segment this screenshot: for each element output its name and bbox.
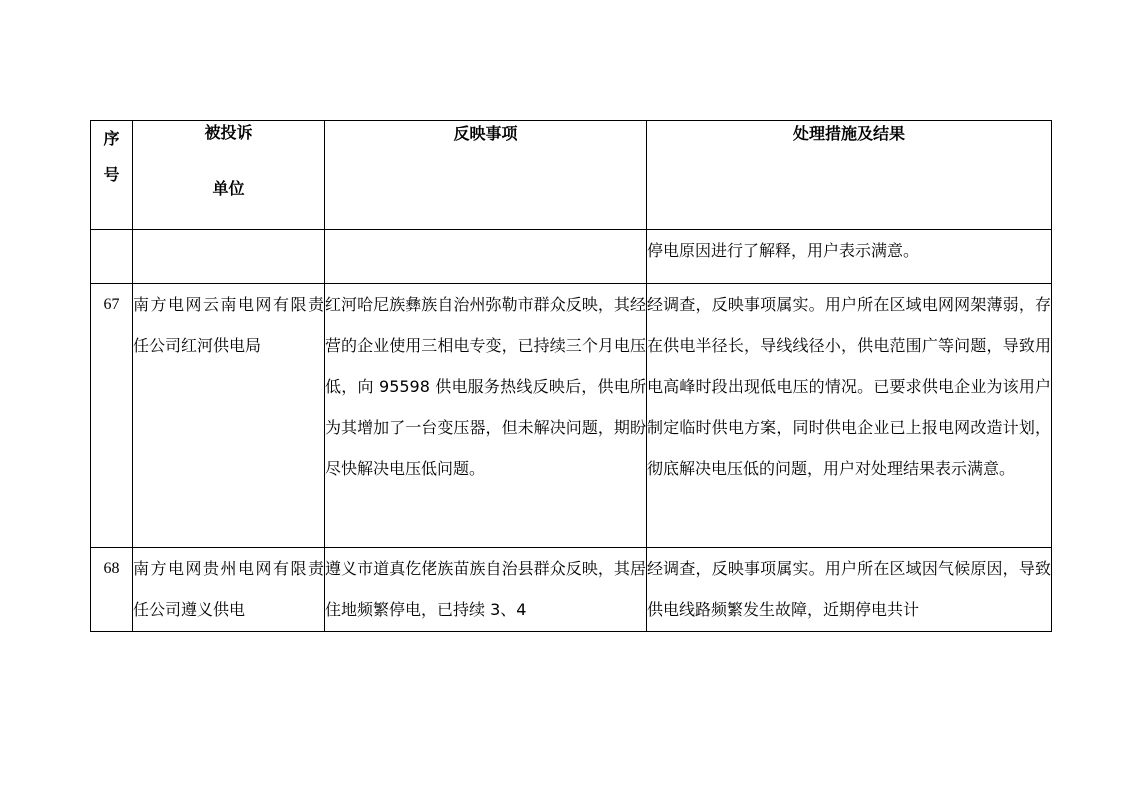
row-index: 68 xyxy=(91,548,133,632)
header-result: 处理措施及结果 xyxy=(647,121,1052,230)
row-unit: 南方电网贵州电网有限责任公司遵义供电 xyxy=(133,548,325,632)
header-index-line2: 号 xyxy=(103,165,120,184)
header-issue: 反映事项 xyxy=(325,121,647,230)
header-index xyxy=(91,121,133,230)
continuation-result-cell: 停电原因进行了解释，用户表示满意。 xyxy=(647,230,1052,284)
continuation-index-cell xyxy=(91,230,133,284)
row-issue: 红河哈尼族彝族自治州弥勒市群众反映，其经营的企业使用三相电专变，已持续三个月电压低，向 95598 供电服务热线反映后，供电所为其增加了一台变压器，但未解决问题，期盼尽快解决电压低问题。 xyxy=(325,284,647,548)
continuation-issue-cell xyxy=(325,230,647,284)
table-header-row xyxy=(91,121,1052,230)
row-unit: 南方电网云南电网有限责任公司红河供电局 xyxy=(133,284,325,548)
header-unit-line1: 被投诉 xyxy=(204,123,253,142)
row-result: 经调查，反映事项属实。用户所在区域因气候原因，导致供电线路频繁发生故障，近期停电共计 xyxy=(647,548,1052,632)
continuation-row xyxy=(91,230,1052,284)
continuation-unit-cell xyxy=(133,230,325,284)
header-unit xyxy=(133,121,325,230)
row-issue: 遵义市道真仡佬族苗族自治县群众反映，其居住地频繁停电，已持续 3、4 xyxy=(325,548,647,632)
row-result: 经调查，反映事项属实。用户所在区域电网网架薄弱，存在供电半径长，导线线径小，供电范围广等问题，导致用电高峰时段出现低电压的情况。已要求供电企业为该用户制定临时供电方案，同时供电企业已上报电网改造计划，彻底解决电压低的问题，用户对处理结果表示满意。 xyxy=(647,284,1052,548)
complaints-table xyxy=(90,120,1052,632)
row-index: 67 xyxy=(91,284,133,548)
header-unit-line2: 单位 xyxy=(212,179,245,198)
header-index-line1: 序 xyxy=(103,129,120,148)
table-row xyxy=(91,284,1052,548)
table-row xyxy=(91,548,1052,632)
